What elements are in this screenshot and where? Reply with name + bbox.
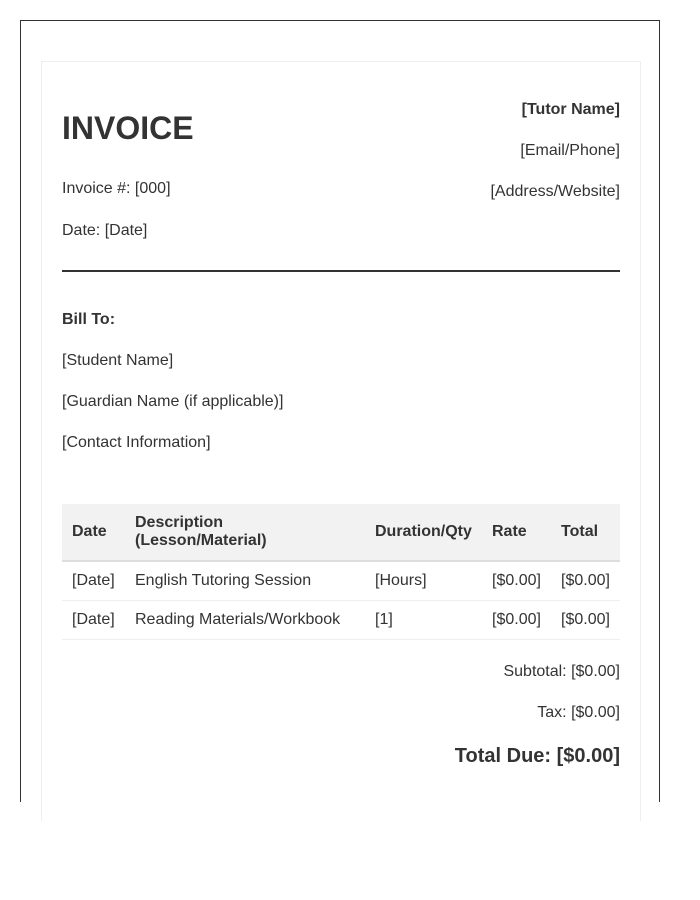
bill-to-section [62,310,283,474]
row-description: Reading Materials/Workbook [125,601,365,640]
header-date: Date [62,504,125,561]
header-description-line1: Description [135,514,224,531]
tutor-contact: [Email/Phone] [520,142,620,159]
items-table [62,504,620,640]
row-qty: [1] [365,601,482,640]
table-row [62,601,620,640]
invoice-header [62,62,620,272]
bill-to-heading: Bill To: [62,311,116,328]
table-row [62,561,620,601]
row-date: [Date] [62,601,125,640]
subtotal: Subtotal: [$0.00] [503,663,620,680]
invoice-date: Date: [Date] [62,222,148,239]
invoice-title: INVOICE [62,110,194,146]
row-date: [Date] [62,561,125,601]
row-total: [$0.00] [551,561,620,601]
invoice-content [62,62,620,767]
row-rate: [$0.00] [482,601,551,640]
tax: Tax: [$0.00] [537,704,620,721]
invoice-number: Invoice #: [000] [62,180,171,197]
table-header-row [62,504,620,561]
row-qty: [Hours] [365,561,482,601]
row-description: English Tutoring Session [125,561,365,601]
header-description [125,504,365,561]
header-description-line2: (Lesson/Material) [135,532,267,549]
tutor-address: [Address/Website] [490,183,620,200]
student-name: [Student Name] [62,352,174,369]
totals-section [455,662,620,768]
header-qty: Duration/Qty [365,504,482,561]
header-rate: Rate [482,504,551,561]
row-rate: [$0.00] [482,561,551,601]
contact-information: [Contact Information] [62,434,211,451]
header-total: Total [551,504,620,561]
row-total: [$0.00] [551,601,620,640]
tutor-info [490,100,620,223]
guardian-name: [Guardian Name (if applicable)] [62,393,284,410]
total-due: Total Due: [$0.00] [454,745,620,767]
tutor-name: [Tutor Name] [521,101,620,118]
